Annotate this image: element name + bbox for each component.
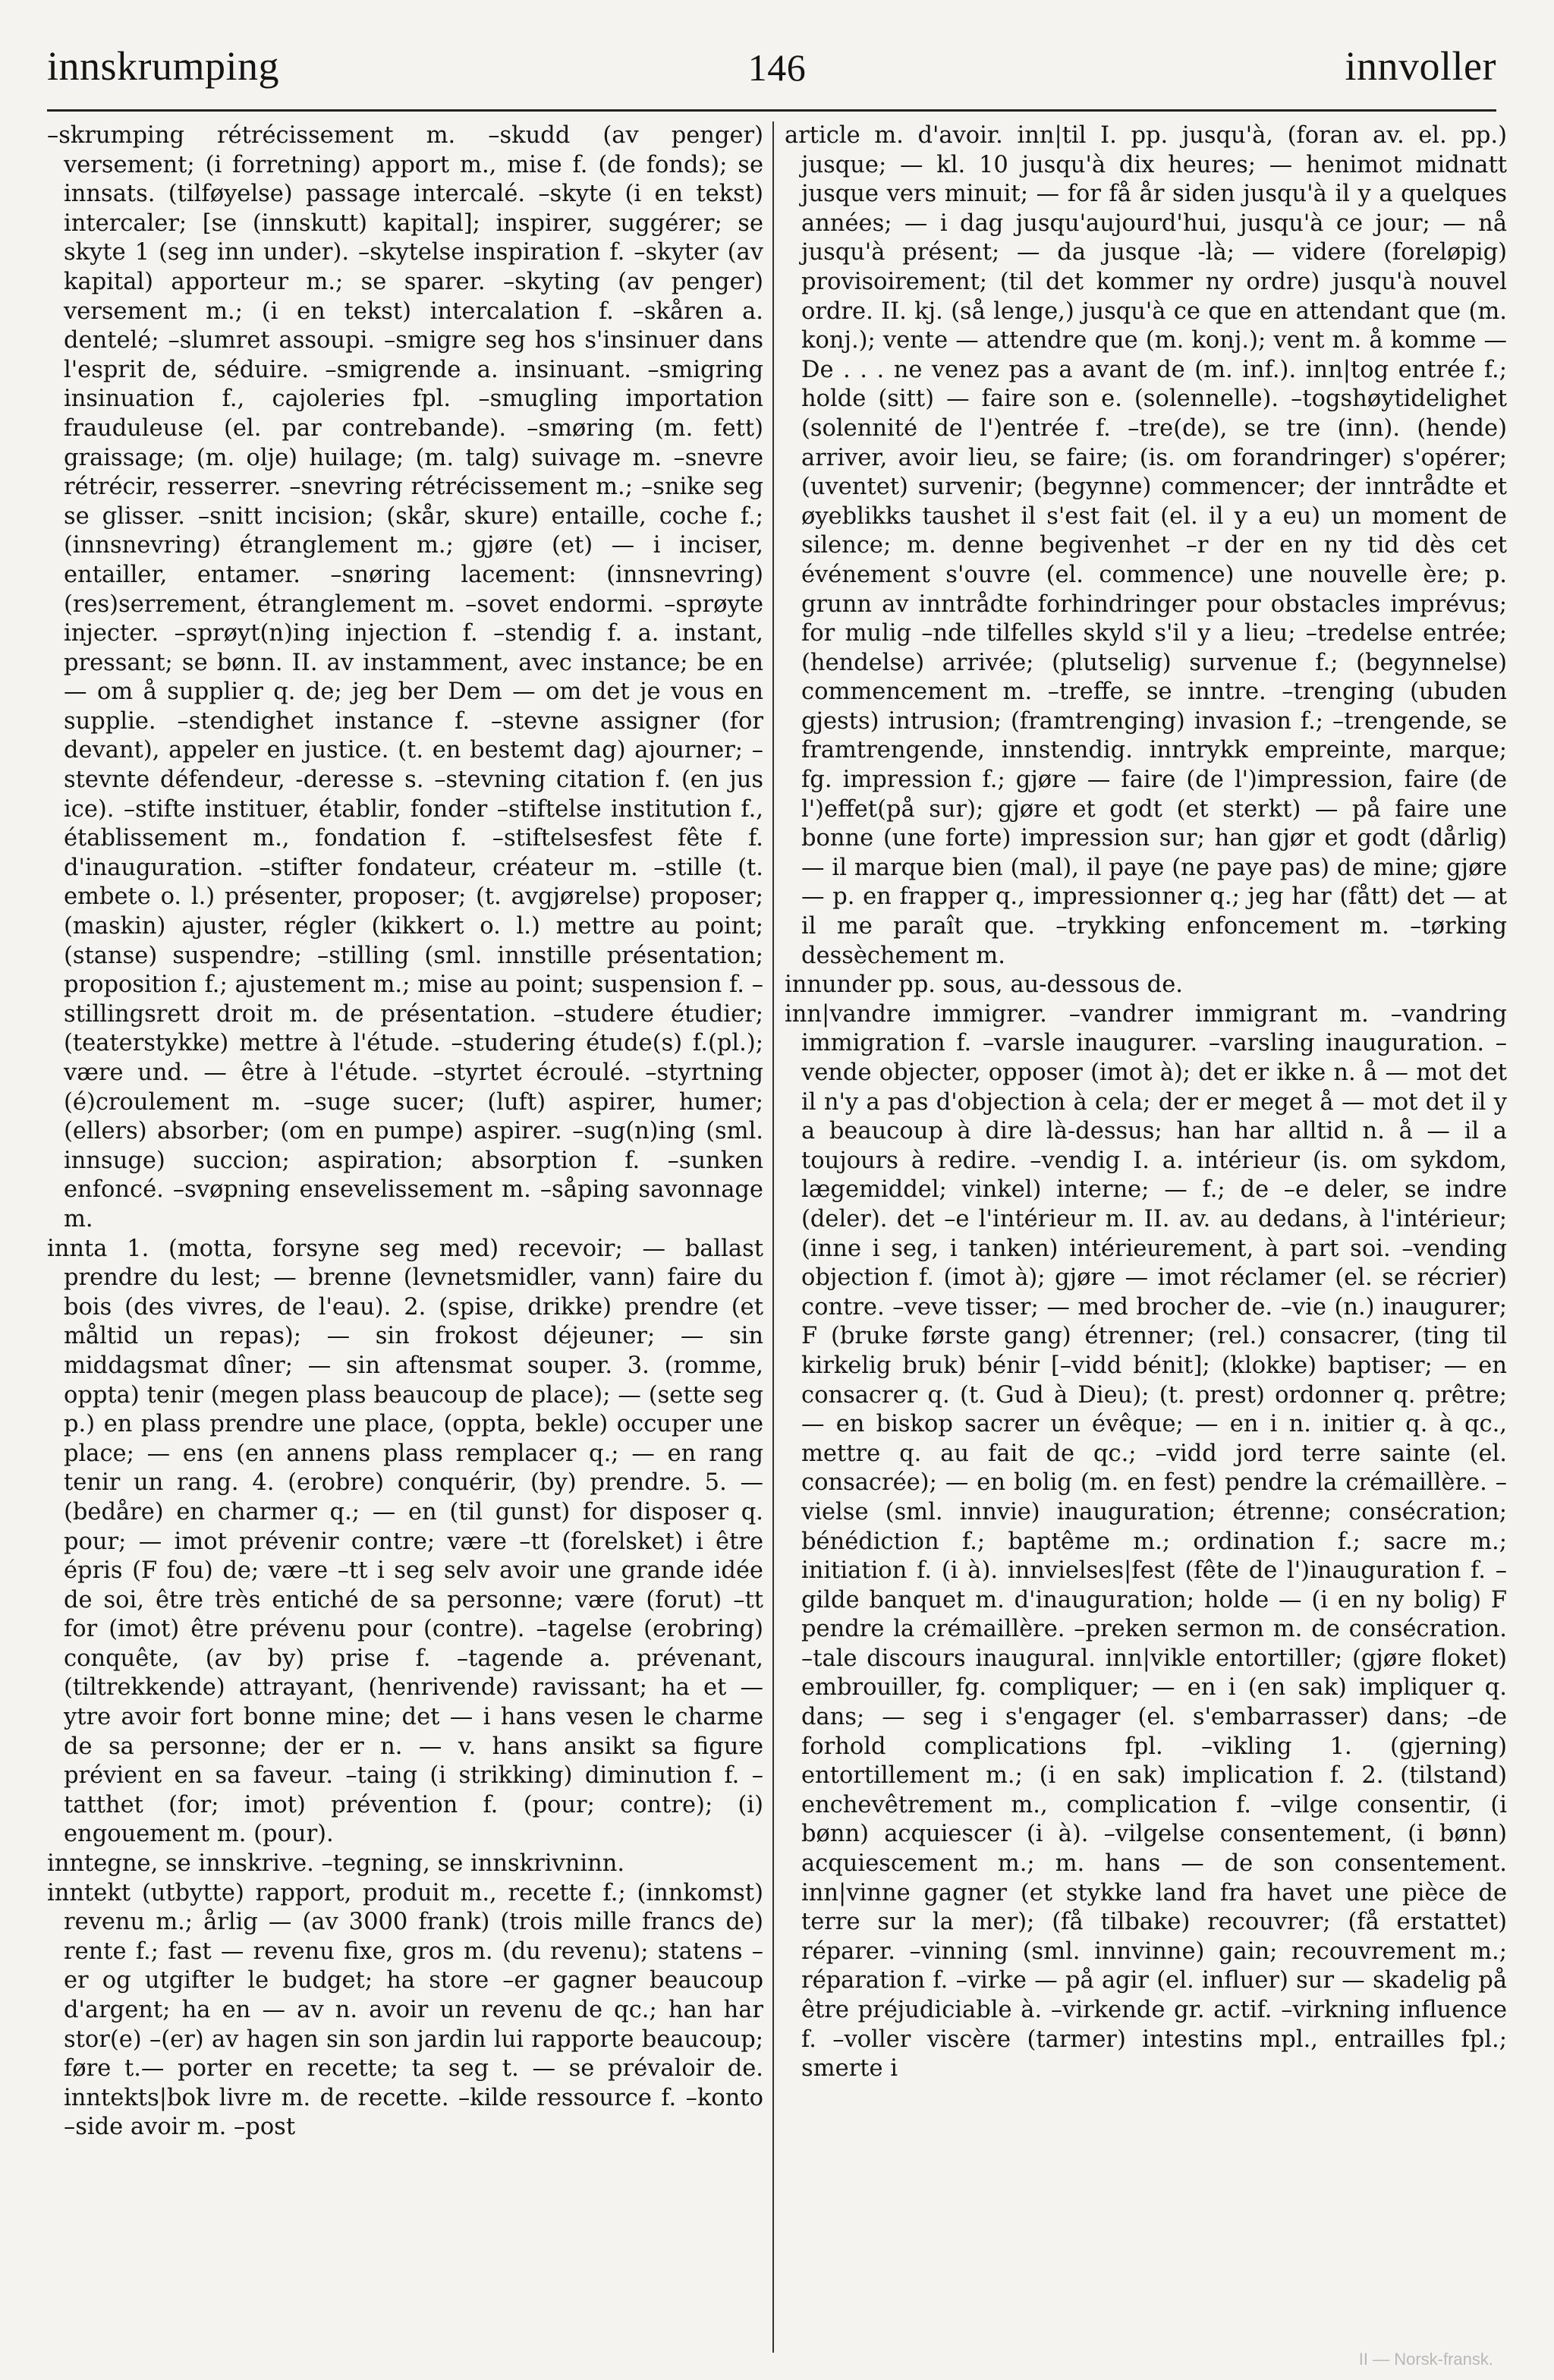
entry-paragraph: inntekt (utbytte) rapport, produit m., recette f.; (innkomst) revenu m.; årlig — (av 3000 frank) (trois mille francs de) rente f.; fast — revenu fixe, gros m. (du revenu); statens –er og utgifter le budget; ha store –er gagner beaucoup d'argent; ha en — av n. avoir un revenu de qc.; han har stor(e) –(er) av hagen sin son jardin lui rapporte beaucoup; føre t.— porter en recette; ta seg t. — se prévaloir de. inntekts|bok livre m. de recette. –kilde ressource f. –konto –side avoir m. –post <box>47 1879 763 2141</box>
header-rule <box>47 109 1496 112</box>
header-guide-word-left: innskrumping <box>47 43 280 89</box>
right-column <box>785 121 1507 2368</box>
entry-paragraph: inn|vandre immigrer. –vandrer immigrant m. –vandring immigration f. –varsle inaugurer. –varsling inauguration. –vende objecter, opposer (imot à); det er ikke n. å — mot det il n'y a pas d'objection à cela; der er meget å — mot det il y a beaucoup à dire là-dessus; han har alltid n. å — il a toujours à redire. –vendig I. a. intérieur (is. om sykdom, lægemiddel; vinkel) interne; — f.; de –e deler, se indre (deler). det –e l'intérieur m. II. av. au dedans, à l'intérieur; (inne i seg, i tanken) intérieurement, à part soi. –vending objection f. (imot à); gjøre — imot réclamer (el. se récrier) contre. –veve tisser; — med brocher de. –vie (n.) inaugurer; F (bruke første gang) étrenner; (rel.) consacrer, (ting til kirkelig bruk) bénir [–vidd bénit]; (klokke) baptiser; — en consacrer q. (t. Gud à Dieu); (t. prest) ordonner q. prêtre; — en biskop sacrer un évêque; — en i n. initier q. à qc., mettre q. au fait de qc.; –vidd jord terre sainte (el. consacrée); — en bolig (m. en fest) pendre la crémaillère. –vielse (sml. innvie) inauguration; étrenne; consécration; bénédiction f.; baptême m.; ordination f.; sacre m.; initiation f. (i à). innvielses|fest (fête de l')inauguration f. –gilde banquet m. d'inauguration; holde — (i en ny bolig) F pendre la crémaillère. –preken sermon m. de consécration. –tale discours inaugural. inn|vikle entortiller; (gjøre floket) embrouiller, fg. compliquer; — en i (en sak) impliquer q. dans; — seg i s'engager (el. s'embarrasser) dans; –de forhold complications fpl. –vikling 1. (gjerning) entortillement m.; (i en sak) implication f. 2. (tilstand) enchevêtrement m., complication f. –vilge consentir, (i bønn) acquiescer (i à). –vilgelse consentement, (i bønn) acquiescement m.; m. hans — de son consentement. inn|vinne gagner (et stykke land fra havet une pièce de terre sur la mer); (få tilbake) recouvrer; (få erstattet) réparer. –vinning (sml. innvinne) gain; recouvrement m.; réparation f. –virke — på agir (el. influer) sur — skadelig på être préjudiciable à. –virkende gr. actif. –virkning influence f. –voller viscère (tarmer) intestins mpl., entrailles fpl.; smerte i <box>785 1000 1507 2082</box>
left-column <box>47 121 763 2368</box>
entry-paragraph: article m. d'avoir. inn|til I. pp. jusqu'à, (foran av. el. pp.) jusque; — kl. 10 jusqu'à dix heures; — henimot midnatt jusque vers minuit; — for få år siden jusqu'à il y a quelques années; — i dag jusqu'aujourd'hui, jusqu'à ce jour; — nå jusqu'à présent; — da jusque -là; — videre (foreløpig) provisoirement; (til det kommer ny ordre) jusqu'à nouvel ordre. II. kj. (så lenge,) jusqu'à ce que en attendant que (m. konj.); vente — attendre que (m. konj.); vent m. å komme — De . . . ne venez pas a avant de (m. inf.). inn|tog entrée f.; holde (sitt) — faire son e. (solennelle). –togshøytidelighet (solennité de l')entrée f. –tre(de), se tre (inn). (hende) arriver, avoir lieu, se faire; (is. om forandringer) s'opérer; (uventet) survenir; (begynne) commencer; der inntrådte et øyeblikks taushet il s'est fait (el. il y a eu) un moment de silence; m. denne begivenhet –r der en ny tid dès cet événement s'ouvre (el. commence) une nouvelle ère; p. grunn av inntrådte forhindringer pour obstacles imprévus; for mulig –nde tilfelles skyld s'il y a lieu; –tredelse entrée; (hendelse) arrivée; (plutselig) survenue f.; (begynnelse) commencement m. –treffe, se inntre. –trenging (ubuden gjests) intrusion; (framtrenging) invasion f.; –trengende, se framtrengende, innstendig. inntrykk empreinte, marque; fg. impression f.; gjøre — faire (de l')impression, faire (de l')effet(på sur); gjøre et godt (et sterkt) — på faire une bonne (une forte) impression sur; han gjør et godt (dårlig) — il marque bien (mal), il paye (ne paye pas) de mine; gjøre — p. en frapper q., impressionner q.; jeg har (fått) det — at il me paraît que. –trykking enfoncement m. –tørking dessèchement m. <box>785 122 1507 969</box>
entry-paragraph: innunder pp. sous, au-dessous de. <box>785 971 1183 999</box>
footer-signature: II — Norsk-fransk. <box>1358 2350 1493 2369</box>
entry-paragraph: inntegne, se innskrive. –tegning, se innskrivninn. <box>47 1850 625 1878</box>
entry-paragraph: innta 1. (motta, forsyne seg med) recevoir; — ballast prendre du lest; — brenne (levnetsmidler, vann) faire du bois (des vivres, de l'eau). 2. (spise, drikke) prendre (et måltid un repas); — sin frokost déjeuner; — sin middagsmat dîner; — sin aftensmat souper. 3. (romme, oppta) tenir (megen plass beaucoup de place); — (sette seg p.) en plass prendre une place, (oppta, bekle) occuper une place; — ens (en annens plass remplacer q.; — en rang tenir un rang. 4. (erobre) conquérir, (by) prendre. 5. — (bedåre) en charmer q.; — en (til gunst) for disposer q. pour; — imot prévenir contre; være –tt (forelsket) i être épris (F fou) de; være –tt i seg selv avoir une grande idée de soi, être très entiché de sa personne; være (forut) –tt for (imot) être prévenu pour (contre). –tagelse (erobring) conquête, (av by) prise f. –tagende a. prévenant, (tiltrekkende) attrayant, (henrivende) ravissant; ha et — ytre avoir fort bonne mine; det — i hans vesen le charme de sa personne; der er n. — v. hans ansikt sa figure prévient en sa faveur. –taing (i strikking) diminution f. –tatthet (for; imot) prévention f. (pour; contre); (i) engouement m. (pour). <box>47 1235 763 1848</box>
header-guide-word-right: innvoller <box>1345 43 1496 89</box>
page-number: 146 <box>747 46 807 89</box>
column-divider <box>772 121 774 2353</box>
entry-paragraph: –skrumping rétrécissement m. –skudd (av penger) versement; (i forretning) apport m., mise f. (de fonds); se innsats. (tilføyelse) passage intercalé. –skyte (i en tekst) intercaler; [se (innskutt) kapital]; inspirer, suggérer; se skyte 1 (seg inn under). –skytelse inspiration f. –skyter (av kapital) apporteur m.; se sparer. –skyting (av penger) versement m.; (i en tekst) intercalation f. –skåren a. dentelé; –slumret assoupi. –smigre seg hos s'insinuer dans l'esprit de, séduire. –smigrende a. insinuant. –smigring insinuation f., cajoleries fpl. –smugling importation frauduleuse (el. par contrebande). –smøring (m. fett) graissage; (m. olje) huilage; (m. talg) suivage m. –snevre rétrécir, resserrer. –snevring rétrécissement m.; –snike seg se glisser. –snitt incision; (skår, skure) entaille, coche f.; (innsnevring) étranglement m.; gjøre (et) — i inciser, entailler, entamer. –snøring lacement: (innsnevring) (res)serrement, étranglement m. –sovet endormi. –sprøyte injecter. –sprøyt(n)ing injection f. –stendig f. a. instant, pressant; se bønn. II. av instamment, avec instance; be en — om å supplier q. de; jeg ber Dem — om det je vous en supplie. –stendighet instance f. –stevne assigner (for devant), appeler en justice. (t. en bestemt dag) ajourner; –stevnte défendeur, -deresse s. –stevning citation f. (en jus ice). –stifte instituer, établir, fonder –stiftelse institution f., établissement m., fondation f. –stiftelsesfest fête f. d'inauguration. –stifter fondateur, créateur m. –stille (t. embete o. l.) présenter, proposer; (t. avgjørelse) proposer; (maskin) ajuster, régler (kikkert o. l.) mettre au point; (stanse) suspendre; –stilling (sml. innstille présentation; proposition f.; ajustement m.; mise au point; suspension f. –stillingsrett droit m. de présentation. –studere étudier; (teaterstykke) mettre à l'étude. –studering étude(s) f.(pl.); være und. — être à l'étude. –styrtet écroulé. –styrtning (é)croulement m. –suge sucer; (luft) aspirer, humer; (ellers) absorber; (om en pumpe) aspirer. –sug(n)ing (sml. innsuge) succion; aspiration; absorption f. –sunken enfoncé. –svøpning ensevelissement m. –såping savonnage m. <box>47 122 763 1232</box>
